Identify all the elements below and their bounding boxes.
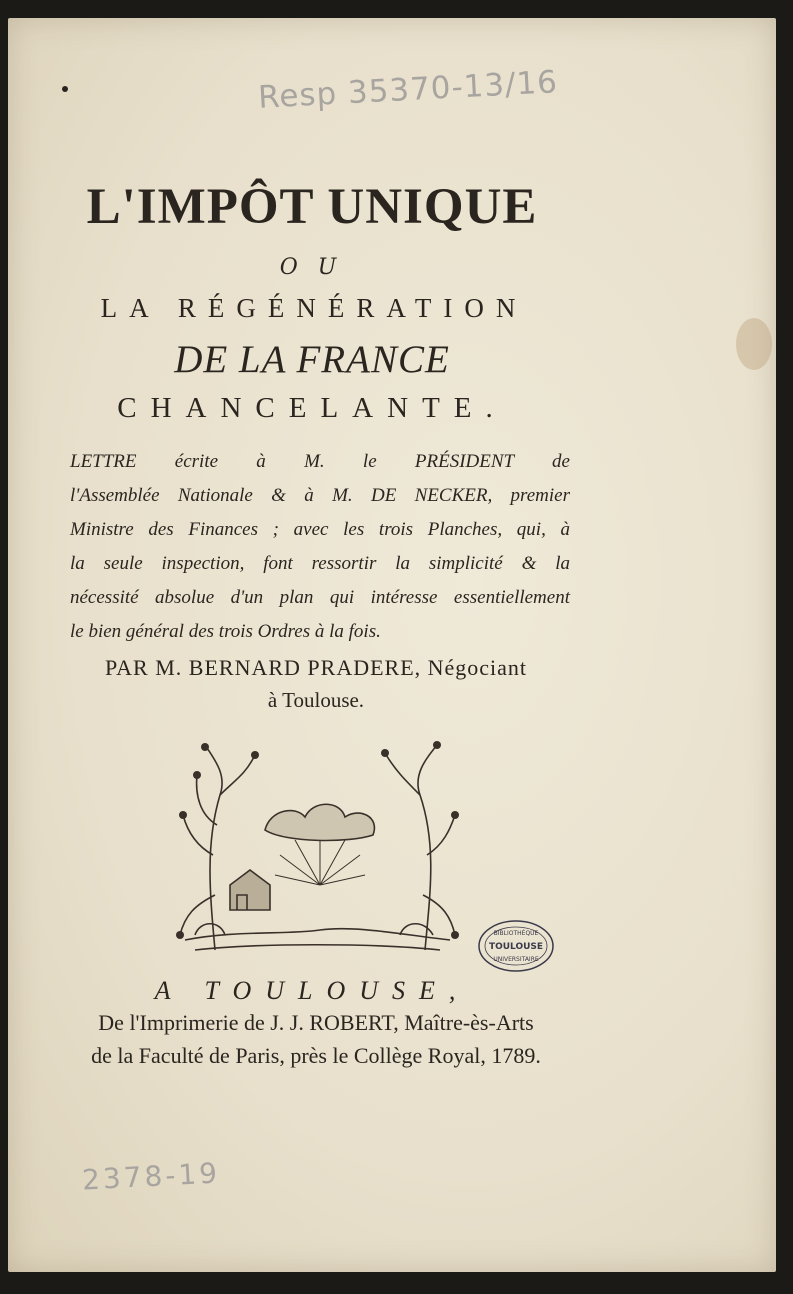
stamp-mid-text: TOULOUSE <box>488 942 544 952</box>
description-line: nécessité absolue d'un plan qui intéresse essentiellement <box>70 587 570 608</box>
title-la-regeneration: LA RÉGÉNÉRATION <box>100 293 528 323</box>
imprint-place-date: de la Faculté de Paris, près le Collège Royal, 1789. <box>91 1043 541 1068</box>
title-chancelante: CHANCELANTE. <box>117 392 507 424</box>
main-title: L'IMPÔT UNIQUE <box>86 179 538 235</box>
stamp-bottom-text: UNIVERSITAIRE <box>493 956 539 963</box>
library-stamp <box>476 918 556 974</box>
description-line: LETTRE écrite à M. le PRÉSIDENT de <box>70 451 570 472</box>
imprint-city: A TOULOUSE, <box>154 976 470 1005</box>
paper-stain <box>736 318 772 370</box>
title-ou: OU <box>279 255 357 280</box>
bottom-pencil-mark: 2378-19 <box>81 1156 221 1197</box>
description-line: le bien général des trois Ordres à la fois. <box>70 621 381 642</box>
description-line: la seule inspection, font ressortir la simplicité & la <box>70 553 570 574</box>
description-line: l'Assemblée Nationale & à M. DE NECKER, premier <box>70 485 570 506</box>
ink-dot <box>62 86 68 92</box>
description-line: Ministre des Finances ; avec les trois Planches, qui, à <box>70 519 570 540</box>
author-location: à Toulouse. <box>267 688 365 712</box>
title-de-la-france: DE LA FRANCE <box>174 338 450 381</box>
description-paragraph <box>70 445 570 649</box>
stamp-top-text: BIBLIOTHÈQUE <box>493 930 539 937</box>
imprint-printer: De l'Imprimerie de J. J. ROBERT, Maître-ès-Arts <box>98 1010 534 1035</box>
author-line: PAR M. BERNARD PRADERE, Négociant <box>104 655 528 680</box>
engraved-vignette <box>175 735 460 960</box>
shelf-mark-pencil: Resp 35370-13/16 <box>257 64 559 116</box>
